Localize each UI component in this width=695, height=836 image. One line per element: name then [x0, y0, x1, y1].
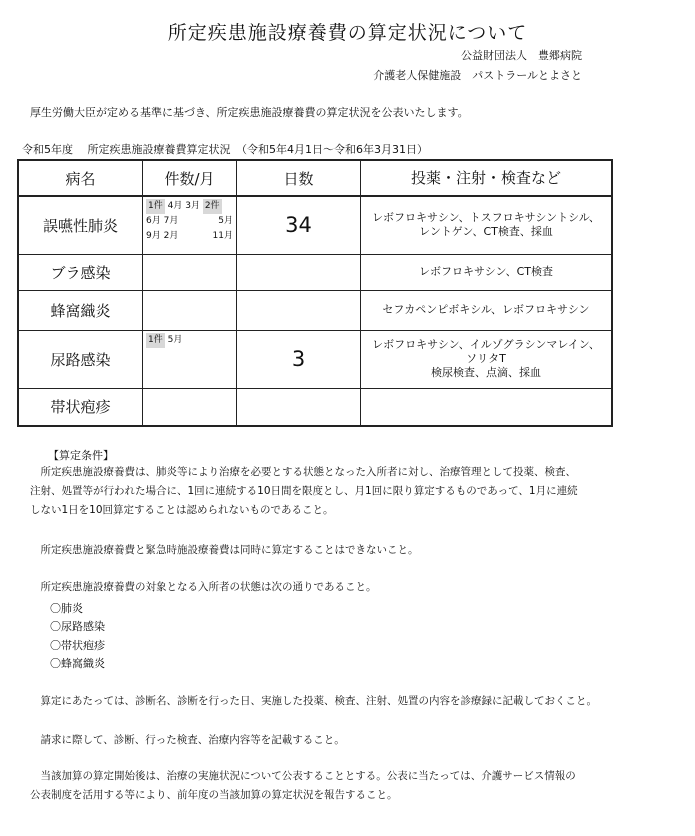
disease-name: 蜂窩織炎: [18, 290, 143, 330]
list-item: 〇帯状疱疹: [50, 639, 105, 652]
list-item: 〇尿路感染: [50, 620, 105, 633]
table-row: [18, 196, 612, 254]
days-value: [237, 254, 361, 290]
count-month: 11月: [212, 231, 233, 241]
disease-name: ブラ感染: [18, 254, 143, 290]
disease-name: 尿路感染: [18, 330, 143, 388]
conditions-paragraph-5: 請求に際して、診断、行った検査、治療内容等を記載すること。: [30, 734, 345, 746]
treatment-cell: [361, 388, 613, 426]
conditions-paragraph-3: 所定疾患施設療養費の対象となる入所者の状態は次の通りであること。: [30, 581, 377, 593]
treatment-line: レントゲン、CT検査、採血: [419, 225, 553, 239]
count-cell: [143, 196, 237, 254]
period-caption: 令和5年度 所定疾患施設療養費算定状況 （令和5年4月1日～令和6年3月31日）: [22, 143, 428, 156]
table-row: [18, 290, 612, 330]
disease-name: 誤嚥性肺炎: [18, 196, 143, 254]
treatment-cell: [361, 254, 613, 290]
table-row: [18, 388, 612, 426]
treatment-cell: [361, 196, 613, 254]
table-row: [18, 330, 612, 388]
header-treatment: 投薬・注射・検査など: [361, 160, 613, 196]
paragraph-line: しない1日を10回算定することは認められないものであること。: [30, 504, 334, 516]
conditions-paragraph-6: [30, 767, 576, 805]
count-value: 1件: [146, 199, 165, 214]
treatment-cell: [361, 290, 613, 330]
paragraph-line: 注射、処置等が行われた場合に、1回に連続する10日間を限度とし、月1回に限り算定するものであって、1月に連続: [30, 485, 578, 497]
paragraph-line: 公表制度を活用する等により、前年度の当該加算の算定状況を報告すること。: [30, 789, 398, 801]
count-cell: [143, 330, 237, 388]
count-cell: [143, 388, 237, 426]
count-month: 5月: [167, 334, 183, 345]
organization-name: 公益財団法人 豊郷病院: [461, 49, 582, 62]
treatment-line: レボフロキサシン、イルゾグラシンマレイン、: [372, 338, 600, 351]
count-month: 6月: [146, 216, 161, 226]
count-cell: [143, 290, 237, 330]
conditions-paragraph-4: 算定にあたっては、診断名、診断を行った日、実施した投薬、検査、注射、処置の内容を診療録に記載しておくこと。: [30, 695, 597, 707]
facility-name: 介護老人保健施設 パストラールとよさと: [373, 69, 582, 82]
count-value: 1件: [146, 333, 165, 348]
count-month: 4月: [167, 201, 183, 211]
header-disease: 病名: [18, 160, 143, 196]
count-month: 9月: [146, 231, 161, 241]
conditions-heading: 【算定条件】: [48, 449, 114, 462]
treatment-line: ソリタT: [466, 352, 506, 365]
count-month: 7月: [163, 216, 179, 226]
treatment-cell: [361, 330, 613, 388]
list-item: 〇蜂窩織炎: [50, 657, 105, 670]
disease-name: 帯状疱疹: [18, 388, 143, 426]
days-value: [237, 290, 361, 330]
conditions-paragraph-1: [30, 463, 578, 520]
table-row: [18, 254, 612, 290]
header-days: 日数: [237, 160, 361, 196]
table-header-row: [18, 160, 612, 196]
header-count: 件数/月: [143, 160, 237, 196]
count-month: 2月: [163, 231, 179, 241]
paragraph-line: 当該加算の算定開始後は、治療の実施状況について公表することとする。公表に当たっては、介護サービス情報の: [30, 770, 576, 782]
treatment-line: 検尿検査、点滴、採血: [431, 366, 541, 379]
count-month: 3月: [185, 201, 200, 211]
calculation-table: [17, 159, 613, 427]
days-value: [237, 388, 361, 426]
intro-text: 厚生労働大臣が定める基準に基づき、所定疾患施設療養費の算定状況を公表いたします。: [30, 106, 469, 119]
days-value: 34: [237, 196, 361, 254]
page-title: 所定疾患施設療養費の算定状況について: [167, 22, 528, 44]
count-value: 2件: [203, 199, 222, 214]
treatment-line: セフカペンピボキシル、レボフロキサシン: [382, 303, 590, 316]
days-value: 3: [237, 330, 361, 388]
paragraph-line: 所定疾患施設療養費は、肺炎等により治療を必要とする状態となった入所者に対し、治療管理として投薬、検査、: [30, 466, 576, 478]
treatment-line: レボフロキサシン、トスフロキサシントシル、: [372, 211, 600, 225]
conditions-paragraph-2: 所定疾患施設療養費と緊急時施設療養費は同時に算定することはできないこと。: [30, 544, 419, 556]
count-month: 5月: [218, 216, 233, 226]
count-cell: [143, 254, 237, 290]
list-item: 〇肺炎: [50, 602, 83, 615]
treatment-line: レボフロキサシン、CT検査: [418, 265, 554, 278]
